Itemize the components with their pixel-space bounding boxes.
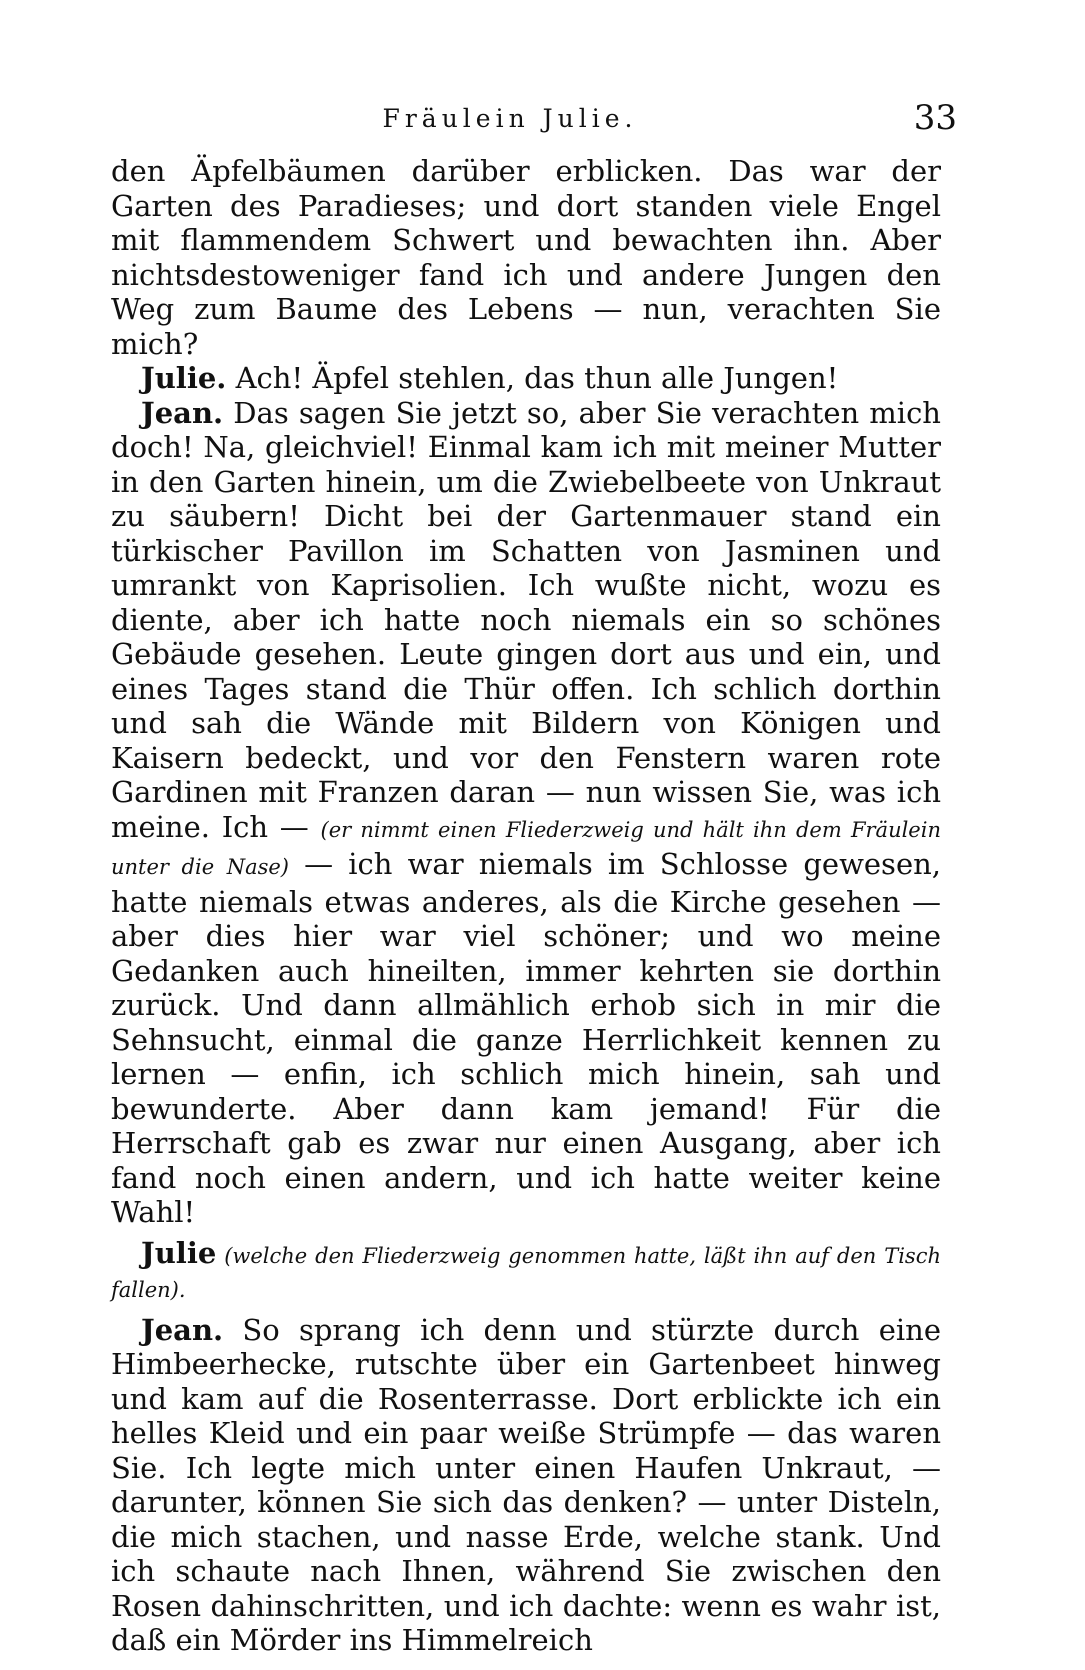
- speaker-name: Julie: [141, 1235, 217, 1270]
- speaker-name: Jean.: [141, 1312, 224, 1347]
- speaker-name: Julie.: [141, 361, 227, 395]
- speech-text: Ach! Äpfel stehlen, das thun alle Jungen!: [226, 361, 839, 395]
- speech-text: So sprang ich denn und stürzte durch eine Himbeerhecke, rutschte über ein Gartenbeet hinweg und kam auf die Rosenterrasse. Dort erblickte ich ein helles Kleid und ein paar weiße Strümpfe — das waren Sie. Ich legte mich unter einen Haufen Unkraut, — darunter, können Sie sich das denken? — unter Disteln, die mich stachen, und nasse Erde, welche stank. Und ich schaute nach Ihnen, während Sie zwischen den Rosen dahinschritten, und ich dachte: wenn es wahr ist, daß ein Mörder ins Himmelreich: [111, 1312, 941, 1657]
- paragraph-jean-1: [111, 396, 941, 1230]
- page-number: 33: [913, 98, 957, 138]
- stage-direction: (welche den Fliederzweig genommen hatte, läßt ihn auf den Tisch fallen).: [111, 1243, 941, 1302]
- paragraph-julie-1: [111, 361, 941, 396]
- speaker-name: Jean.: [141, 395, 224, 430]
- speech-text: Das sagen Sie jetzt so, aber Sie verachten mich doch! Na, gleichviel! Einmal kam ich mit meiner Mutter in den Garten hinein, um die Zwiebelbeete von Unkraut zu säubern! Dicht bei der Gartenmauer stand ein türkischer Pavillon im Schatten von Jasminen und umrankt von Kaprisolien. Ich wußte nicht, wozu es diente, aber ich hatte noch niemals ein so schönes Gebäude gesehen. Leute gingen dort aus und ein, und eines Tages stand die Thür offen. Ich schlich dorthin und sah die Wände mit Bildern von Königen und Kaisern bedeckt, und vor den Fenstern waren rote Gardinen mit Franzen daran — nun wissen Sie, was ich meine. Ich —: [111, 395, 941, 844]
- text-body: [111, 154, 941, 1658]
- stage-direction: (er nimmt einen Fliederzweig und hält ihn dem Fräulein unter die Nase): [111, 817, 941, 879]
- running-head: [0, 98, 1085, 144]
- paragraph-jean-2: [111, 1313, 941, 1658]
- paragraph-julie-stage: [111, 1236, 941, 1307]
- paragraph-continuation: den Äpfelbäumen darüber erblicken. Das war der Garten des Paradieses; und dort standen viele Engel mit flammendem Schwert und bewachten ihn. Aber nichtsdestoweniger fand ich und andere Jungen den Weg zum Baume des Lebens — nun, verachten Sie mich?: [111, 154, 941, 361]
- running-title: Fräulein Julie.: [382, 104, 638, 133]
- speech-text: — ich war niemals im Schlosse gewesen, hatte niemals etwas anderes, als die Kirche gesehen — aber dies hier war viel schöner; und wo meine Gedanken auch hineilten, immer kehrten sie dorthin zurück. Und dann allmählich erhob sich in mir die Sehnsucht, einmal die ganze Herrlichkeit kennen zu lernen — enfin, ich schlich mich hinein, sah und bewunderte. Aber dann kam jemand! Für die Herrschaft gab es zwar nur einen Ausgang, aber ich fand noch einen andern, und ich hatte weiter keine Wahl!: [111, 847, 941, 1229]
